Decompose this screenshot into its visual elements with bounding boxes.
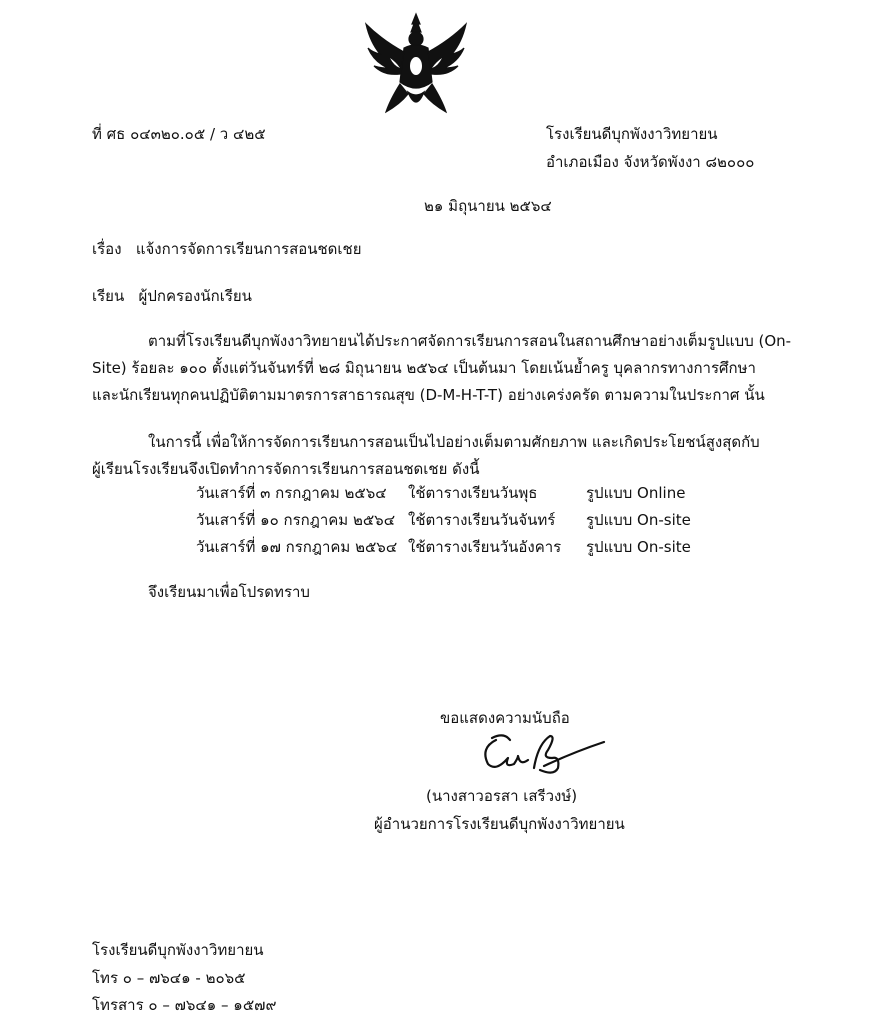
footer-fax: โทรสาร ๐ – ๗๖๔๑ – ๑๕๗๙ [92, 996, 277, 1014]
signer-name: (นางสาวอรสา เสรีวงษ์) [426, 787, 578, 805]
schedule-timetable: ใช้ตารางเรียนวันอังคาร [408, 538, 562, 556]
schedule-row [196, 535, 691, 559]
signer-title: ผู้อำนวยการโรงเรียนดีบุกพังงาวิทยายน [374, 815, 625, 833]
reference-number: ที่ ศธ ๐๔๓๒๐.๐๕ / ว ๔๒๕ [92, 125, 266, 143]
schedule-mode: รูปแบบ On-site [586, 511, 691, 529]
schedule-timetable: ใช้ตารางเรียนวันจันทร์ [408, 511, 556, 529]
subject-line [92, 237, 362, 261]
schedule-row [196, 481, 685, 505]
footer-school-name: โรงเรียนดีบุกพังงาวิทยายน [92, 941, 264, 959]
schedule-date: วันเสาร์ที่ ๓ กรกฎาคม ๒๕๖๔ [196, 484, 387, 502]
garuda-emblem-icon [360, 12, 472, 120]
subject-text: แจ้งการจัดการเรียนการสอนชดเชย [135, 240, 362, 258]
paragraph-1-line: ตามที่โรงเรียนดีบุกพังงาวิทยายนได้ประกาศจัดการเรียนการสอนในสถานศึกษาอย่างเต็มรูปแบบ (On- [148, 332, 792, 350]
recipient-line [92, 284, 252, 308]
closing-line: จึงเรียนมาเพื่อโปรดทราบ [148, 583, 310, 601]
recipient-text: ผู้ปกครองนักเรียน [138, 287, 252, 305]
paragraph-1-line: และนักเรียนทุกคนปฏิบัติตามมาตรการสาธารณสุข (D-M-H-T-T) อย่างเคร่งครัด ตามความในประกาศ นั้น [92, 386, 765, 404]
paragraph-1-line: Site) ร้อยละ ๑๐๐ ตั้งแต่วันจันทร์ที่ ๒๘ มิถุนายน ๒๕๖๔ เป็นต้นมา โดยเน้นย้ำครู บุคลากรทางการศึกษา [92, 359, 756, 377]
schedule-row [196, 508, 691, 532]
school-name: โรงเรียนดีบุกพังงาวิทยายน [546, 125, 718, 143]
recipient-label: เรียน [92, 287, 125, 305]
subject-label: เรื่อง [92, 240, 122, 258]
schedule-date: วันเสาร์ที่ ๑๐ กรกฎาคม ๒๕๖๔ [196, 511, 396, 529]
paragraph-2-line: ผู้เรียนโรงเรียนจึงเปิดทำการจัดการเรียนการสอนชดเชย ดังนี้ [92, 460, 480, 478]
school-address: อำเภอเมือง จังหวัดพังงา ๘๒๐๐๐ [546, 153, 755, 171]
schedule-mode: รูปแบบ On-site [586, 538, 691, 556]
letter-date: ๒๑ มิถุนายน ๒๕๖๔ [424, 197, 552, 215]
schedule-timetable: ใช้ตารางเรียนวันพุธ [408, 484, 538, 502]
paragraph-2-line: ในการนี้ เพื่อให้การจัดการเรียนการสอนเป็นไปอย่างเต็มตามศักยภาพ และเกิดประโยชน์สูงสุดกับ [148, 433, 760, 451]
footer-phone: โทร ๐ – ๗๖๔๑ - ๒๐๖๕ [92, 969, 246, 987]
schedule-date: วันเสาร์ที่ ๑๗ กรกฎาคม ๒๕๖๔ [196, 538, 398, 556]
regards-text: ขอแสดงความนับถือ [440, 709, 570, 727]
signature-icon [474, 728, 606, 780]
schedule-mode: รูปแบบ Online [586, 484, 686, 502]
